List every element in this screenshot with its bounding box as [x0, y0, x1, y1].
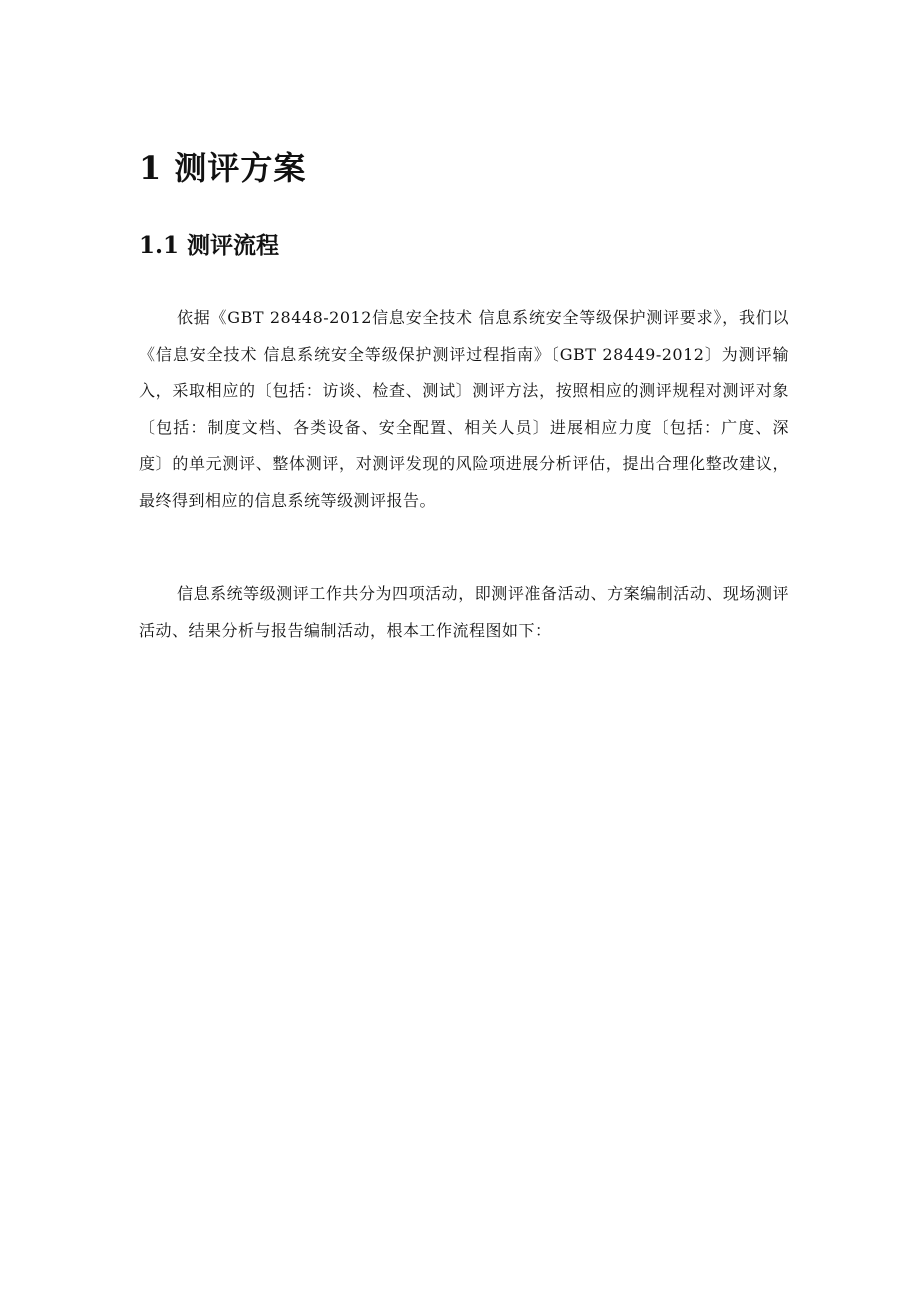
section-heading: 1.1 测评流程: [139, 232, 280, 259]
body-paragraph: 信息系统等级测评工作共分为四项活动，即测评准备活动、方案编制活动、现场测评活动、结果分析与报告编制活动，根本工作流程图如下：: [139, 584, 789, 640]
body-paragraph: 依据《GBT 28448-2012信息安全技术 信息系统安全等级保护测评要求》，我们以《信息安全技术 信息系统安全等级保护测评过程指南》〔GBT 28449-2012〕为测评输入，采取相应的〔包括：访谈、检查、测试〕测评方法，按照相应的测评规程对测评对象〔包括：制度文档、各类设备、安全配置、相关人员〕进展相应力度〔包括：广度、深度〕的单元测评、整体测评，对测评发现的风险项进展分析评估，提出合理化整改建议，最终得到相应的信息系统等级测评报告。: [139, 308, 789, 510]
chapter-heading: 1 测评方案: [139, 149, 307, 187]
